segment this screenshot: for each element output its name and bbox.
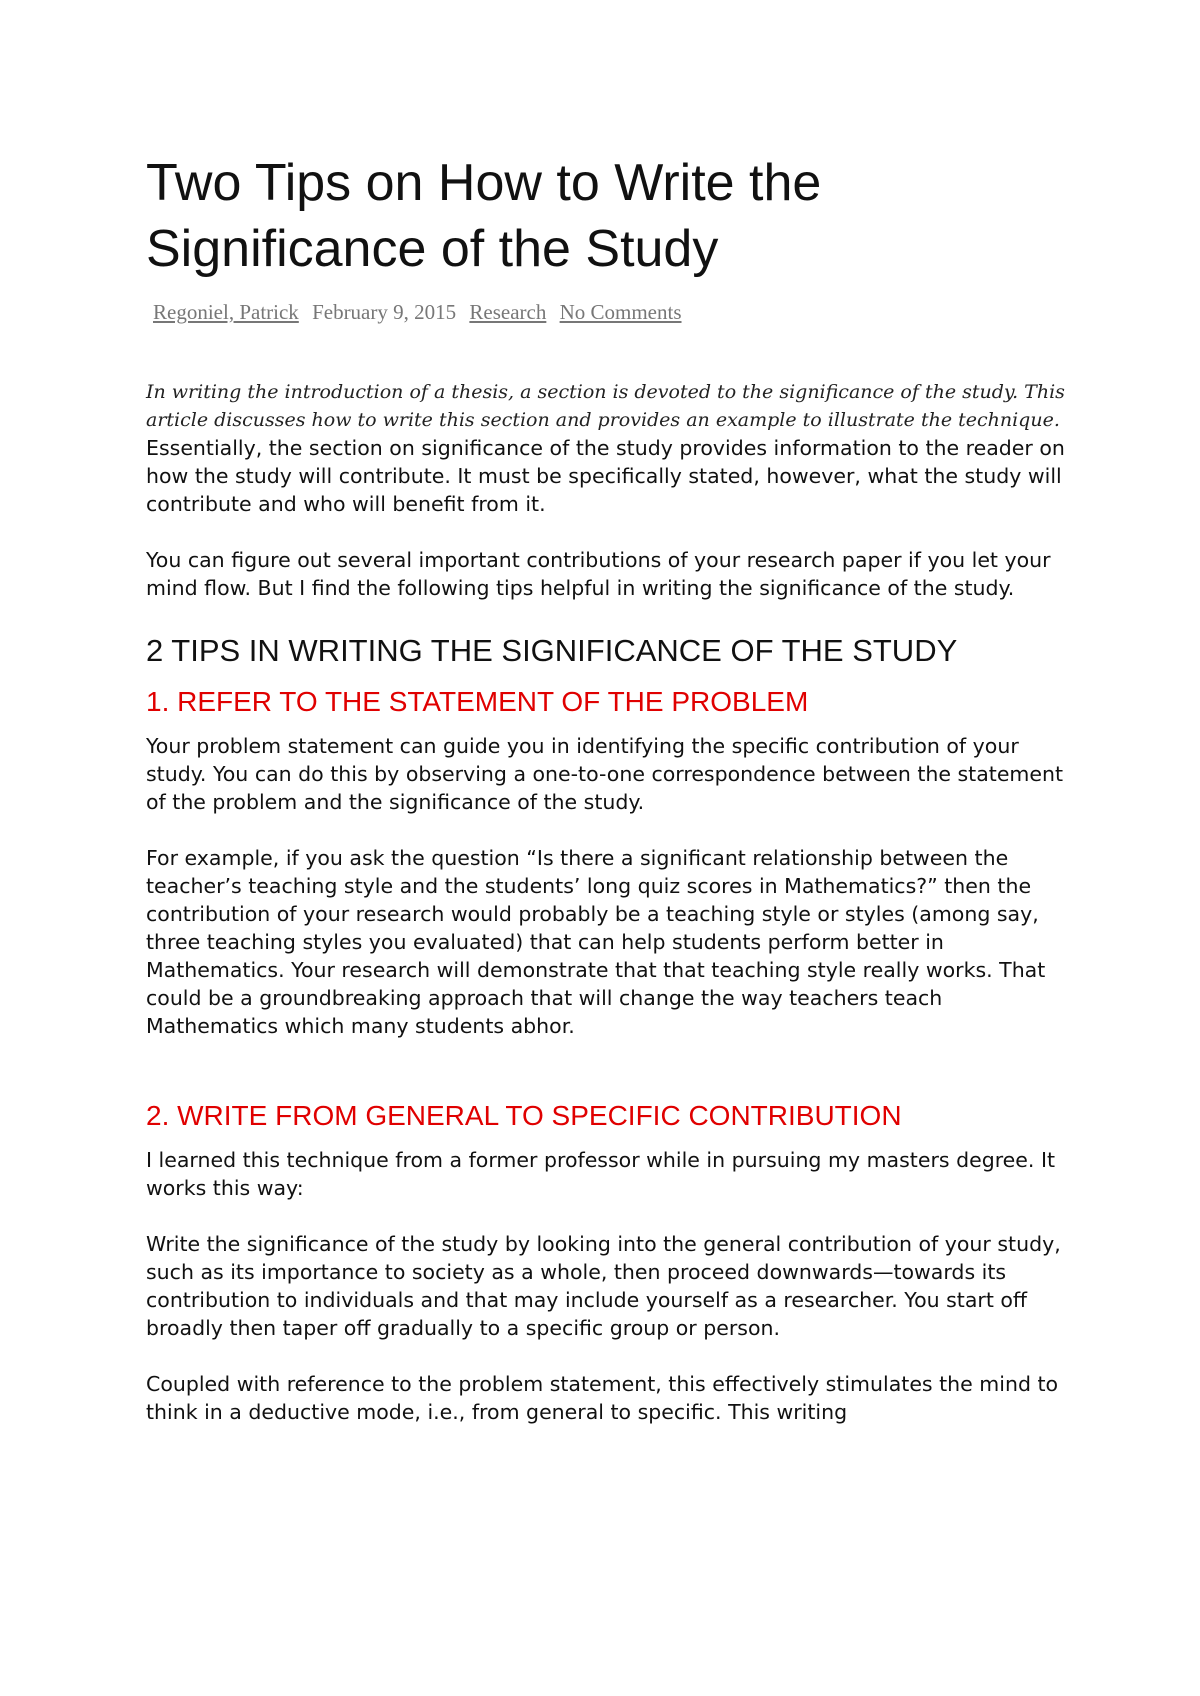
category-link[interactable]: Research [469,300,547,324]
paragraph: Essentially, the section on significance of the study provides information to the reader on how the study will contribute. It must be specifically stated, however, what the study will contribute and who will benefit from it. [146,436,1065,516]
article [146,150,1076,1426]
paragraph: Write the significance of the study by looking into the general contribution of your study, such as its importance to society as a whole, then proceed downwards—towards its contribution to individuals and that may include yourself as a researcher. You start off broadly then taper off gradually to a specific group or person. [146,1232,1061,1340]
article-intro: In writing the introduction of a thesis, a section is devoted to the significance of the study. This article discusses how to write this section and provides an example to illustrate the technique. [146,381,1065,431]
tip-2-heading: 2. WRITE FROM GENERAL TO SPECIFIC CONTRIBUTION [146,1100,902,1131]
page-title [146,150,1076,282]
paragraph: Coupled with reference to the problem statement, this effectively stimulates the mind to think in a deductive mode, i.e., from general to specific. This writing [146,1372,1059,1424]
title-line-2: Significance of the Study [146,220,719,278]
tip-1-heading: 1. REFER TO THE STATEMENT OF THE PROBLEM [146,686,809,717]
title-line-1: Two Tips on How to Write the [146,154,822,212]
paragraph: I learned this technique from a former professor while in pursuing my masters degree. It works this way: [146,1148,1056,1200]
comments-link[interactable]: No Comments [559,300,682,324]
paragraph: For example, if you ask the question “Is there a significant relationship between the teacher’s teaching style and the students’ long quiz scores in Mathematics?” then the contribution of your research would probably be a teaching style or styles (among say, three teaching styles you evaluated) that can help students perform better in Mathematics. Your research will demonstrate that that teaching style really works. That could be a groundbreaking approach that will change the way teachers teach Mathematics which many students abhor. [146,846,1046,1038]
paragraph: Your problem statement can guide you in identifying the specific contribution of your study. You can do this by observing a one-to-one correspondence between the statement of the problem and the significance of the study. [146,734,1064,814]
post-meta [153,300,1076,330]
paragraph: You can figure out several important contributions of your research paper if you let your mind flow. But I find the following tips helpful in writing the significance of the study. [146,548,1051,600]
author-link[interactable]: Regoniel, Patrick [153,300,299,324]
section-heading: 2 TIPS IN WRITING THE SIGNIFICANCE OF THE STUDY [146,633,958,668]
post-date: February 9, 2015 [312,300,457,324]
